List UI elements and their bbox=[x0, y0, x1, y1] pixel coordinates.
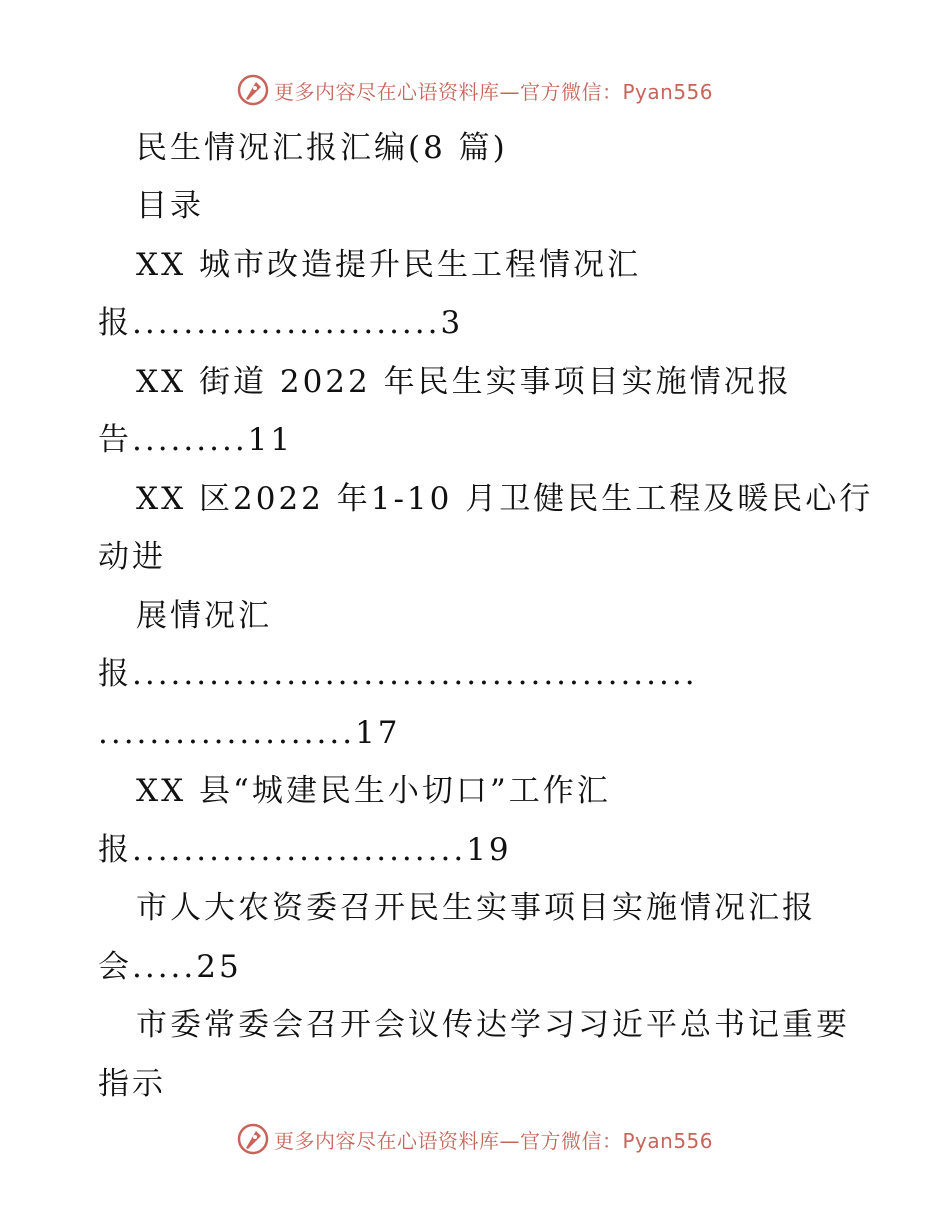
toc-entry-line: ....................17 bbox=[98, 715, 401, 751]
footer-banner bbox=[236, 1121, 713, 1157]
document-title: 民生情况汇报汇编(8 篇) bbox=[136, 130, 508, 166]
toc-entry-line: 报..........................19 bbox=[98, 832, 512, 868]
pen-nib-logo-icon bbox=[236, 1122, 270, 1156]
toc-heading: 目录 bbox=[136, 188, 204, 224]
toc-entry-line: XX 街道 2022 年民生实事项目实施情况报 bbox=[136, 364, 792, 400]
toc-entry-line: 市人大农资委召开民生实事项目实施情况汇报 bbox=[136, 890, 816, 926]
banner-text: 更多内容尽在心语资料库—官方微信：Pyan556 bbox=[274, 79, 714, 104]
banner-text: 更多内容尽在心语资料库—官方微信：Pyan556 bbox=[274, 1128, 714, 1153]
header-banner bbox=[236, 72, 713, 108]
toc-entry-line: XX 县“城建民生小切口”工作汇 bbox=[136, 773, 611, 809]
pen-nib-logo-icon bbox=[236, 73, 270, 107]
toc-entry-line: XX 区2022 年1-10 月卫健民生工程及暖民心行 bbox=[136, 481, 874, 517]
toc-entry-line: 动进 bbox=[98, 539, 166, 575]
toc-entry-line: 会.....25 bbox=[98, 949, 242, 985]
toc-entry-line: 展情况汇 bbox=[136, 598, 272, 634]
toc-entry-line: 报........................3 bbox=[98, 305, 464, 341]
toc-entry-line: 报............................................ bbox=[98, 656, 698, 692]
toc-entry-line: XX 城市改造提升民生工程情况汇 bbox=[136, 247, 641, 283]
toc-entry-line: 市委常委会召开会议传达学习习近平总书记重要 bbox=[136, 1007, 850, 1043]
toc-entry-line: 指示 bbox=[98, 1066, 166, 1102]
toc-entry-line: 告.........11 bbox=[98, 422, 294, 458]
